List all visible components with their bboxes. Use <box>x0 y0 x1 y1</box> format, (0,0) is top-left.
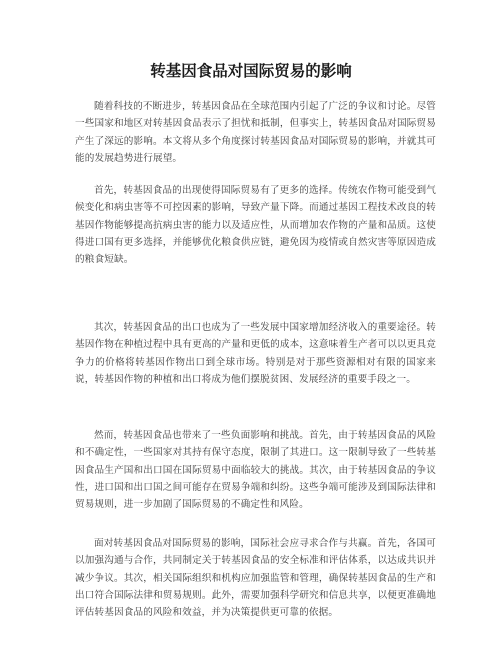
paragraph-intro: 随着科技的不断进步，转基因食品在全球范围内引起了广泛的争议和讨论。尽管一些国家和地区对转基因食品表示了担忧和抵制，但事实上，转基因食品对国际贸易产生了深远的影响。本文将从多个角度探讨转基因食品对国际贸易的影响，并就其可能的发展趋势进行展望。 <box>75 101 436 164</box>
paragraph-cooperation: 面对转基因食品对国际贸易的影响，国际社会应寻求合作与共赢。首先，各国可以加强沟通与合作，共同制定关于转基因食品的安全标准和评估体系，以达成共识并减少争议。其次，相关国际组织和机构应加强监管和管理，确保转基因食品的生产和出口符合国际法律和贸易规则。此外，需要加强科学研究和信息共享，以便更准确地评估转基因食品的风险和效益，并为决策提供更可靠的依据。 <box>75 538 436 619</box>
document-title: 转基因食品对国际贸易的影响 <box>150 62 352 80</box>
paragraph-more-choices: 首先，转基因食品的出现使得国际贸易有了更多的选择。传统农作物可能受到气候变化和病虫害等不可控因素的影响，导致产量下降。而通过基因工程技术改良的转基因作物能够提高抗病虫害的能力以及适应性，从而增加农作物的产量和品质。这使得进口国有更多选择，并能够优化粮食供应链，避免因为疫情或自然灾害等原因造成的粮食短缺。 <box>75 185 436 266</box>
paragraph-challenges: 然而，转基因食品也带来了一些负面影响和挑战。首先，由于转基因食品的风险和不确定性，一些国家对其持有保守态度，限制了其进口。这一限制导致了一些转基因食品生产国和出口国在国际贸易中面临较大的挑战。其次，由于转基因食品的争议性，进口国和出口国之间可能存在贸易争端和纠纷。这些争端可能涉及到国际法律和贸易规则，进一步加剧了国际贸易的不确定性和风险。 <box>75 430 436 511</box>
paragraph-export-income: 其次，转基因食品的出口也成为了一些发展中国家增加经济收入的重要途径。转基因作物在种植过程中具有更高的产量和更低的成本，这意味着生产者可以以更具竞争力的价格将转基因作物出口到全球市场。特别是对于那些资源相对有限的国家来说，转基因作物的种植和出口将成为他们摆脱贫困、发展经济的重要手段之一。 <box>75 322 436 385</box>
